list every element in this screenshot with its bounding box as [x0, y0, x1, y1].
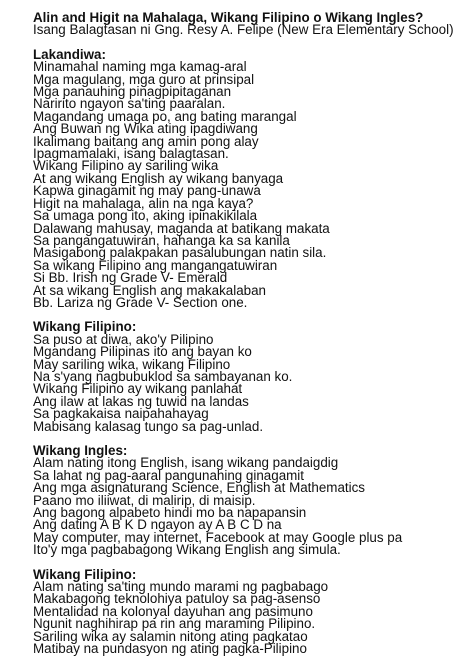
verse-line: Ikalimang baitang ang amin pong alay: [33, 133, 259, 149]
section-heading: Wikang Filipino:: [33, 319, 137, 335]
verse-line: Sa umaga pong ito, aking ipinakikilala: [33, 208, 258, 224]
section-wikang-ingles: [33, 445, 466, 557]
section-heading: Lakandiwa:: [33, 46, 106, 62]
verse-line: Mentalidad na kolonyal dayuhan ang pasimuno: [33, 603, 313, 619]
verse-line: May computer, may internet, Facebook at may Google plus pa: [33, 529, 403, 545]
verse-line: Ang dating A B K D ngayon ay A B C D na: [33, 517, 282, 533]
section-heading: Wikang Filipino:: [33, 566, 137, 582]
verse-line: Alam nating itong English, isang wikang pandaigdig: [33, 455, 339, 471]
verse-line: Sa pagkakaisa naipahahayag: [33, 406, 209, 422]
verse-line: Paano mo iliiwat, di malirip, di maisip.: [33, 492, 256, 508]
verse-line: Ang Buwan ng Wika ating ipagdiwang: [33, 121, 258, 137]
verse-line: Makabagong teknolohiya patuloy sa pag-asenso: [33, 591, 321, 607]
verse-line: Ito'y mga pagbabagong Wikang English ang simula.: [33, 542, 341, 558]
document-subtitle: Isang Balagtasan ni Gng. Resy A. Felipe (New Era Elementary School): [33, 22, 454, 38]
verse-line: Dalawang mahusay, maganda at batikang makata: [33, 220, 330, 236]
verse-line: Alam nating sa'ting mundo marami ng pagbabago: [33, 579, 329, 595]
section-wikang-filipino: [33, 321, 466, 433]
verse-line: Matibay na pundasyon ng ating pagka-Pilipino: [33, 641, 307, 656]
verse-line: Higit na mahalaga, alin na nga kaya?: [33, 195, 254, 211]
verse-line: Minamahal naming mga kamag-aral: [33, 59, 247, 75]
verse-line: Masigabong palakpakan pasalubungan natin sila.: [33, 245, 327, 261]
verse-line: Sariling wika ay salamin nitong ating pagkatao: [33, 628, 308, 644]
verse-line: Sa pangangatuwiran, hahanga ka sa kanila: [33, 232, 290, 248]
section-heading: Wikang Ingles:: [33, 443, 128, 458]
verse-line: Na s'yang nagbubuklod sa sambayanan ko.: [33, 368, 293, 384]
verse-line: Ngunit naghihirap pa rin ang maraming Pilipino.: [33, 616, 316, 632]
verse-line: Magandang umaga po, ang bating marangal: [33, 108, 297, 124]
verse-line: Ang ilaw at lakas ng tuwid na landas: [33, 393, 249, 409]
section-lakandiwa: [33, 46, 466, 310]
verse-line: At sa wikang English ang makakalaban: [33, 282, 266, 298]
verse-line: Ipagmamalaki, isang balagtasan.: [33, 146, 229, 162]
verse-line: Sa wikang Filipino ang mangangatuwiran: [33, 257, 278, 273]
verse-line: Naririto ngayon sa'ting paaralan.: [33, 96, 226, 112]
verse-line: At ang wikang English ay wikang banyaga: [33, 170, 284, 186]
verse-line: May sariling wika, wikang Filipino: [33, 356, 231, 372]
verse-line: Sa puso at diwa, ako'y Pilipino: [33, 331, 214, 347]
document-title: Alin and Higit na Mahalaga, Wikang Filipino o Wikang Ingles?: [33, 10, 424, 25]
verse-line: Sa lahat ng pag-aaral pangunahing ginagamit: [33, 467, 304, 483]
verse-line: Mgandang Pilipinas ito ang bayan ko: [33, 344, 252, 360]
verse-line: Kapwa ginagamit ng may pang-unawa: [33, 183, 261, 199]
verse-line: Mga magulang, mga guro at prinsipal: [33, 71, 255, 87]
verse-line: Bb. Lariza ng Grade V- Section one.: [33, 294, 248, 310]
verse-line: Mabisang kalasag tungo sa pag-unlad.: [33, 418, 264, 434]
verse-line: Ang mga asignaturang Science, English at Mathematics: [33, 480, 365, 496]
verse-line: Mga panauhing pinagpipitaganan: [33, 84, 232, 100]
verse-line: Si Bb. Irish ng Grade V- Emerald: [33, 270, 228, 286]
verse-line: Wikang Filipino ay wikang panlahat: [33, 381, 243, 397]
verse-line: Ang bagong alpabeto hindi mo ba napapansin: [33, 505, 307, 521]
section-wikang-filipino-2: [33, 566, 466, 656]
verse-line: Wikang Filipino ay sariling wika: [33, 158, 219, 174]
